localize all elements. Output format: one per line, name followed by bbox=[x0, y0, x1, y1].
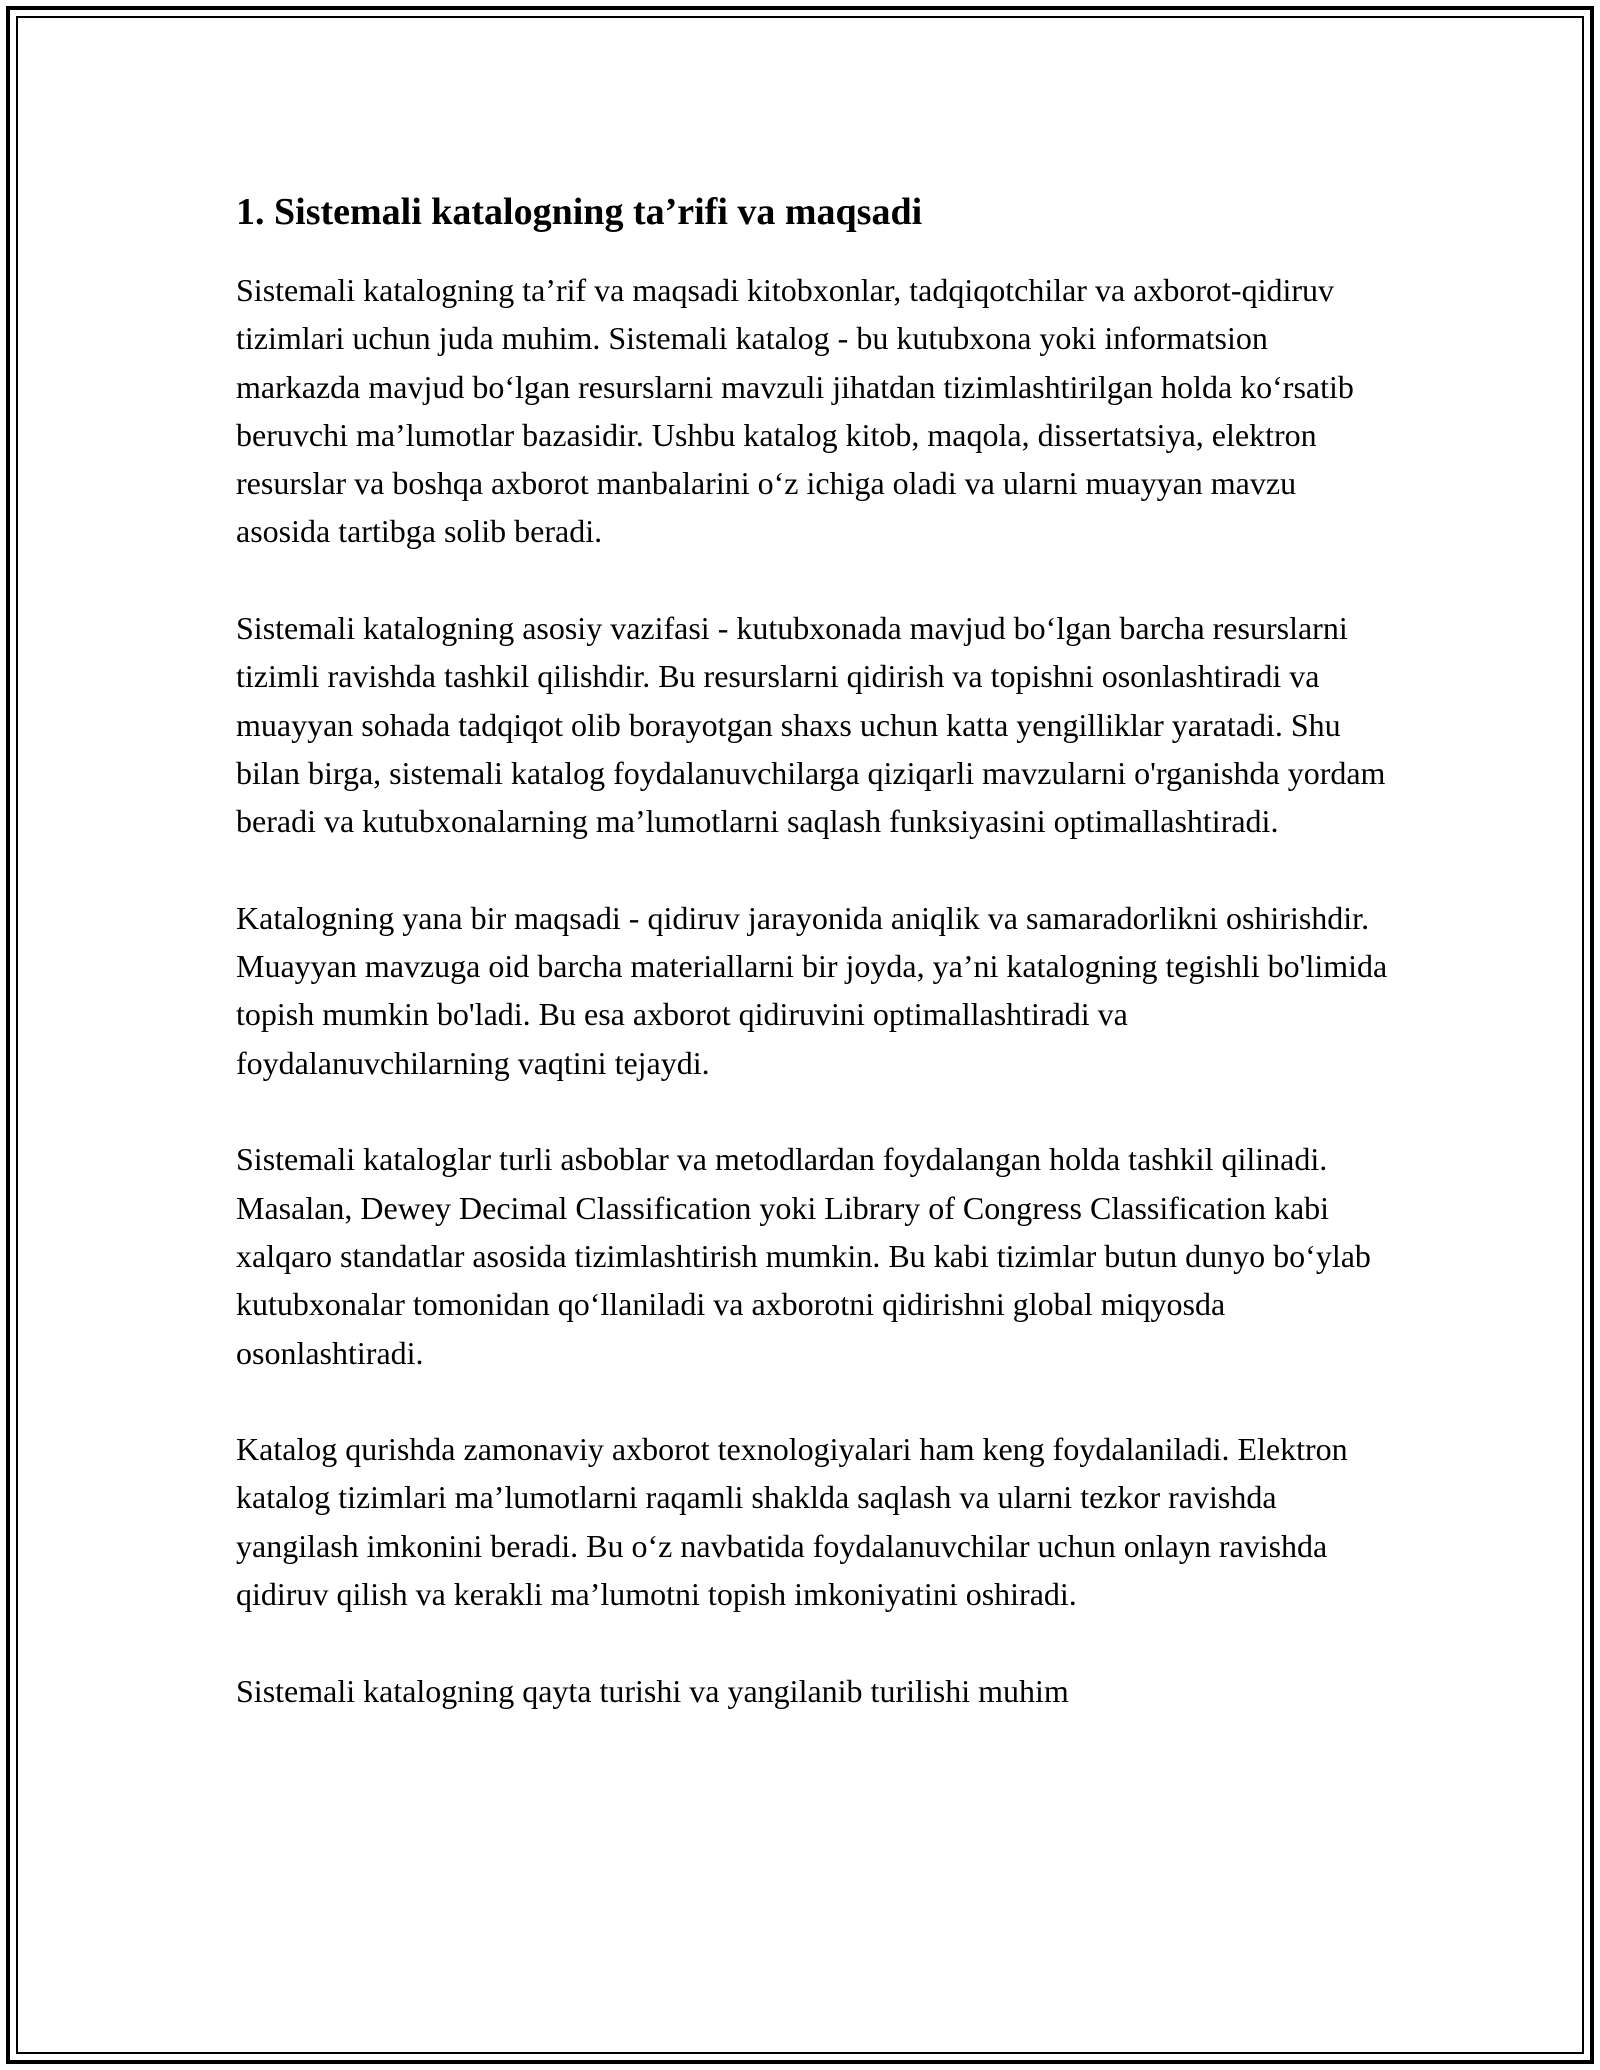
document-body bbox=[236, 186, 1396, 1763]
paragraph-3: Katalogning yana bir maqsadi - qidiruv jarayonida aniqlik va samaradorlikni oshirishdir. Muayyan mavzuga oid barcha materiallarni bir joyda, ya’ni katalogning tegishli bo'limida topish mumkin bo'ladi. Bu esa axborot qidiruvini optimallashtiradi va foydalanuvchilarning vaqtini tejaydi. bbox=[236, 899, 1388, 1081]
paragraph-2: Sistemali katalogning asosiy vazifasi - kutubxonada mavjud bo‘lgan barcha resurslarni tizimli ravishda tashkil qilishdir. Bu resurslarni qidirish va topishni osonlashtiradi va muayyan sohada tadqiqot olib borayotgan shaxs uchun katta yengilliklar yaratadi. Shu bilan birga, sistemali katalog foydalanuvchilarga qiziqarli mavzularni o'rganishda yordam beradi va kutubxonalarning ma’lumotlarni saqlash funksiyasini optimallashtiradi. bbox=[236, 610, 1386, 840]
section-heading: 1. Sistemali katalogning ta’rifi va maqsadi bbox=[236, 191, 923, 233]
paragraph-1: Sistemali katalogning ta’rif va maqsadi kitobxonlar, tadqiqotchilar va axborot-qidiruv tizimlari uchun juda muhim. Sistemali katalog - bu kutubxona yoki informatsion markazda mavjud bo‘lgan resurslarni mavzuli jihatdan tizimlashtirilgan holda ko‘rsatib beruvchi ma’lumotlar bazasidir. Ushbu katalog kitob, maqola, dissertatsiya, elektron resurslar va boshqa axborot manbalarini o‘z ichiga oladi va ularni muayyan mavzu asosida tartibga solib beradi. bbox=[236, 272, 1354, 550]
paragraph-6: Sistemali katalogning qayta turishi va yangilanib turilishi muhim bbox=[236, 1672, 1069, 1709]
paragraph-5: Katalog qurishda zamonaviy axborot texnologiyalari ham keng foydalaniladi. Elektron katalog tizimlari ma’lumotlarni raqamli shaklda saqlash va ularni tezkor ravishda yangilash imkonini beradi. Bu o‘z navbatida foydalanuvchilar uchun onlayn ravishda qidiruv qilish va kerakli ma’lumotni topish imkoniyatini oshiradi. bbox=[236, 1431, 1348, 1613]
paragraph-4: Sistemali kataloglar turli asboblar va metodlardan foydalangan holda tashkil qilinadi. Masalan, Dewey Decimal Classification yoki Library of Congress Classification kabi xalqaro standatlar asosida tizimlashtirish mumkin. Bu kabi tizimlar butun dunyo bo‘ylab kutubxonalar tomonidan qo‘llaniladi va axborotni qidirishni global miqyosda osonlashtiradi. bbox=[236, 1141, 1371, 1371]
